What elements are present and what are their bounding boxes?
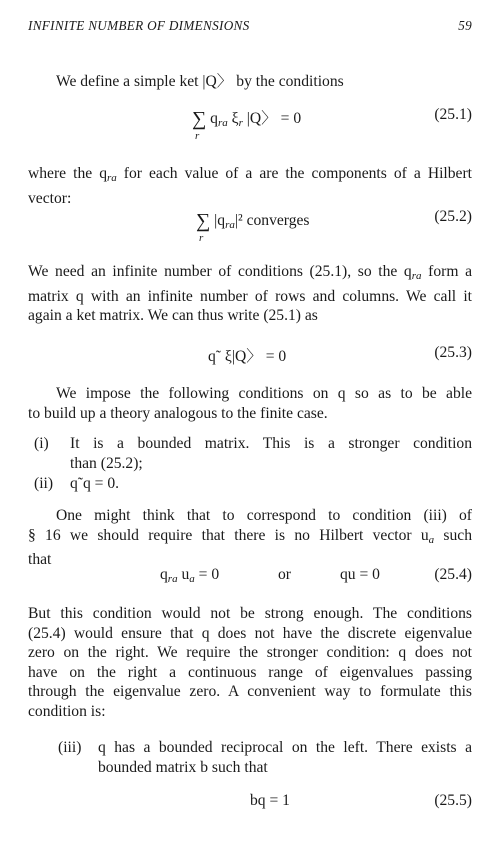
eq4-right: qu = 0 [340, 566, 380, 583]
eq1-number: (25.1) [434, 106, 472, 123]
eq1-expression: $q_{ra}$ $\xi_r$ |Q〉 = 0 [210, 110, 302, 129]
p2-line-1: where the $q_{ra}$ for each value of a are the components of a Hilbert [28, 165, 472, 184]
item-iii-label: (iii) [58, 739, 82, 756]
eq2-sum-index: r [199, 232, 204, 244]
item-ii-label: (ii) [34, 475, 54, 492]
p5-line-3: that [28, 551, 52, 569]
summation-symbol: ∑ [196, 210, 211, 232]
summation-symbol: ∑ [192, 108, 207, 130]
eq4-number: (25.4) [434, 566, 472, 583]
eq2-expression: $|q_{ra}|^2$ converges [214, 212, 310, 231]
p2-line-2: vector: [28, 189, 72, 207]
running-header [28, 18, 472, 38]
paragraph-3 [28, 262, 472, 326]
p5-line-2: § 16 we should require that there is no Hilbert vector $u_a$ such [28, 526, 473, 546]
p6-line-2: (25.4) would ensure that q does not have the discrete eigenvalue [28, 624, 472, 642]
item-iii-line-2: bounded matrix b such that [98, 758, 268, 776]
eq5-number: (25.5) [434, 792, 472, 809]
p6-line-5: through the eigenvalue zero. A convenient way to formulate this [28, 683, 472, 701]
p3-line-3: again a ket matrix. We can thus write (25.1) as [28, 307, 318, 325]
eq3-expression: q˜ ξ|Q〉 = 0 [208, 348, 287, 365]
item-ii-line-1: q˜q = 0. [70, 475, 120, 492]
paragraph-1 [28, 72, 472, 92]
eq4-or: or [278, 566, 291, 583]
eq4-left: $q_{ra}$ $u_a = 0$ [160, 566, 220, 585]
eq3-number: (25.3) [434, 344, 472, 361]
p6-line-1: But this condition would not be strong enough. The conditions [28, 605, 472, 622]
p4-line-1: We impose the following conditions on q so as to be able [56, 385, 472, 402]
p6-line-6: condition is: [28, 702, 106, 720]
equation-25-2 [28, 208, 472, 244]
paragraph-4 [28, 384, 472, 423]
p3-line-2: matrix q with an infinite number of rows and columns. We call it [28, 287, 472, 305]
p5-line-1: One might think that to correspond to condition (iii) of [56, 507, 472, 524]
item-i-line-1: It is a bounded matrix. This is a stronger condition [70, 435, 472, 452]
item-i-label: (i) [34, 435, 49, 452]
equation-25-1 [28, 106, 472, 142]
equation-25-3 [28, 344, 472, 368]
item-iii-line-1: q has a bounded reciprocal on the left. There exists a [98, 739, 472, 756]
page-number: 59 [458, 18, 472, 33]
p4-line-2: to build up a theory analogous to the finite case. [28, 404, 328, 422]
p6-line-4: have on the right a continuous range of eigenvalues passing [28, 663, 472, 681]
equation-25-4 [28, 566, 472, 590]
eq5-expression: bq = 1 [250, 792, 290, 809]
paragraph-2 [28, 164, 472, 208]
p6-line-3: zero on the right. We require the stronger condition: q does not [28, 644, 472, 662]
eq1-sum-index: r [195, 130, 200, 142]
paragraph-5 [28, 506, 472, 570]
equation-25-5 [28, 792, 472, 816]
eq2-number: (25.2) [434, 208, 472, 225]
running-title: INFINITE NUMBER OF DIMENSIONS [28, 18, 250, 33]
item-i-line-2: than (25.2); [70, 454, 143, 472]
paragraph-6 [28, 604, 472, 722]
p1-text: We define a simple ket |Q〉 by the conditions [56, 73, 344, 90]
p3-line-1: We need an infinite number of conditions (25.1), so the $q_{ra}$ form a [28, 263, 473, 282]
